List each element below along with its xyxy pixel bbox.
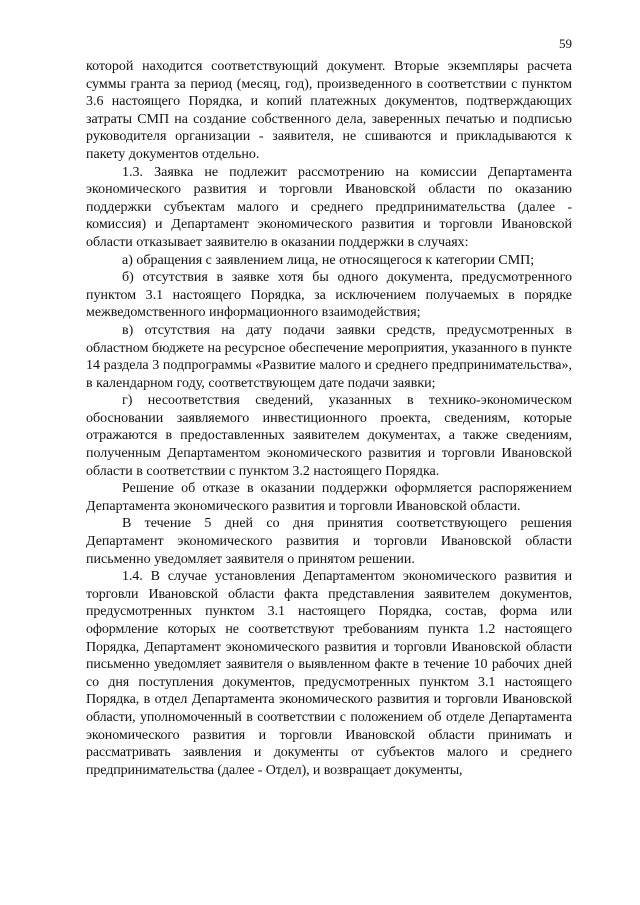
list-item-b: б) отсутствия в заявке хотя бы одного документа, предусмотренного пунктом 3.1 настоящего Порядка, за исключением получаемых в порядке межведомственного информационного взаимодействия;: [86, 270, 572, 321]
paragraph-refusal-decision: Решение об отказе в оказании поддержки оформляется распоряжением Департамента экономического развития и торговли Ивановской области.: [86, 481, 572, 514]
paragraph-continuation: которой находится соответствующий документ. Вторые экземпляры расчета суммы гранта за период (месяц, год), произведенного в соответствии с пунктом 3.6 настоящего Порядка, и копий платежных документов, подтверждающих затраты СМП на создание собственного дела, заверенных печатью и подписью руководителя организации - заявителя, не сшиваются и прикладываются к пакету документов отдельно.: [86, 59, 572, 162]
list-item-v: в) отсутствия на дату подачи заявки средств, предусмотренных в областном бюджете на ресурсное обеспечение мероприятия, указанного в пункте 14 раздела 3 подпрограммы «Развитие малого и среднего предпринимательства», в календарном году, соответствующем дате подачи заявки;: [86, 322, 572, 391]
page-number: 59: [559, 36, 572, 51]
paragraph-section-1-4: 1.4. В случае установления Департаментом экономического развития и торговли Ивановской области факта представления заявителем документов, предусмотренных пунктом 3.1 настоящего Порядка, состав, форма или оформление которых не соответствуют требованиям пункта 1.2 настоящего Порядка, Департамент экономического развития и торговли Ивановской области письменно уведомляет заявителя о выявленном факте в течение 10 рабочих дней со дня поступления документов, предусмотренных пунктом 3.1 настоящего Порядка, в отдел Департамента экономического развития и торговли Ивановской области, уполномоченный в соответствии с положением об отделе Департамента экономического развития и торговли Ивановской области принимать и рассматривать заявления и документы от субъектов малого и среднего предпринимательства (далее - Отдел), и возвращает документы,: [86, 569, 572, 778]
list-item-g: г) несоответствия сведений, указанных в технико-экономическом обосновании заявляемого инвестиционного проекта, сведениям, которые отражаются в предоставленных заявителем документах, а также сведениям, полученным Департаментом экономического развития и торговли Ивановской области в соответствии с пунктом 3.2 настоящего Порядка.: [86, 393, 572, 479]
document-body: [86, 58, 572, 779]
list-item-a: а) обращения с заявлением лица, не относящегося к категории СМП;: [122, 252, 535, 268]
paragraph-section-1-3: 1.3. Заявка не подлежит рассмотрению на комиссии Департамента экономического развития и торговли Ивановской области по оказанию поддержки субъектам малого и среднего предпринимательства (далее - комиссия) и Департамент экономического развития и торговли Ивановской области отказывает заявителю в оказании поддержки в случаях:: [86, 164, 572, 250]
paragraph-notification: В течение 5 дней со дня принятия соответствующего решения Департамент экономического развития и торговли Ивановской области письменно уведомляет заявителя о принятом решении.: [86, 516, 572, 567]
